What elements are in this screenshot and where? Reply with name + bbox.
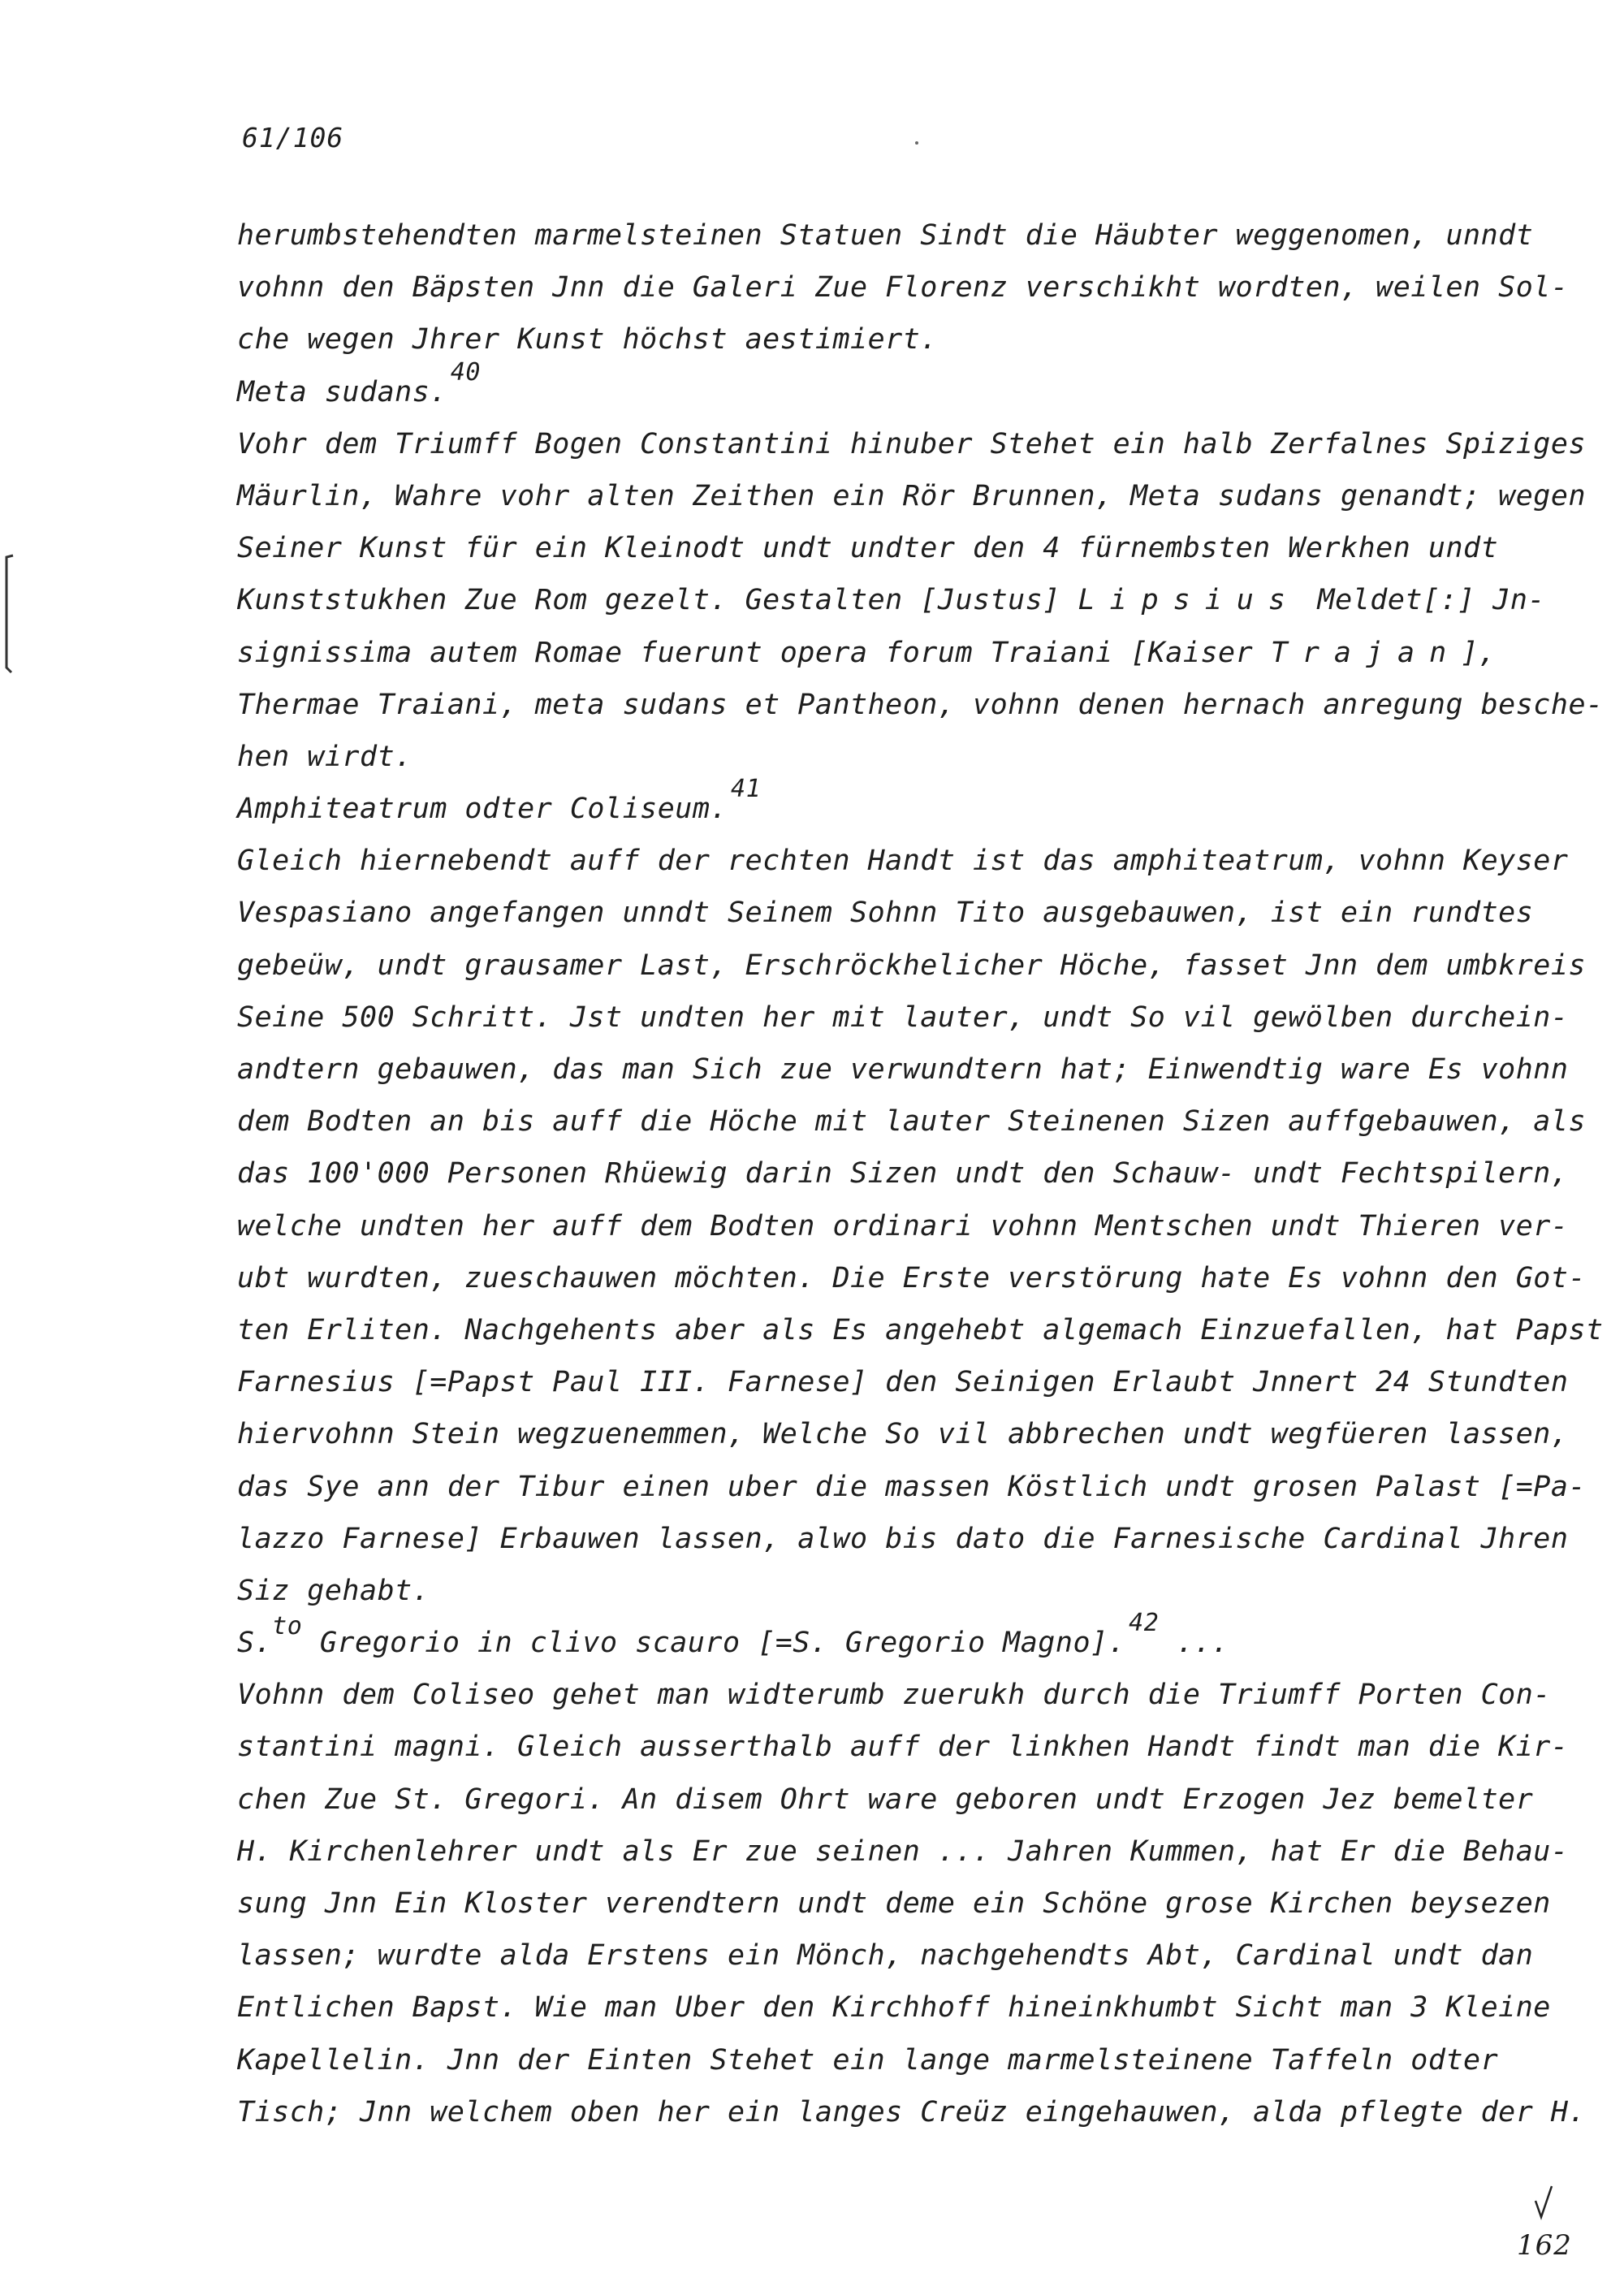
checkmark-icon [1533,2185,1554,2220]
text-line: H. Kirchenlehrer undt als Er zue seinen ... Jahren Kummen, hat Er die Behau- [237,1835,1569,1868]
text-line: che wegen Jhrer Kunst höchst aestimiert. [237,323,938,357]
section-heading-gregorio [237,1609,1601,1669]
text-line: gebeüw, undt grausamer Last, Erschröckhelicher Höche, fasset Jnn dem umbkreis [237,949,1587,982]
text-line: welche undten her auff dem Bodten ordinari vohnn Mentschen undt Thieren ver- [237,1209,1569,1243]
text-line: Tisch; Jnn welchem oben her ein langes Creüz eingehauwen, alda pflegte der H. [237,2095,1587,2129]
text-line: Vohr dem Triumff Bogen Constantini hinuber Stehet ein halb Zerfalnes Spiziges [237,427,1587,460]
footnote-ref: 42 [1129,1609,1160,1638]
text-line: andtern gebauwen, das man Sich zue verwundtern hat; Einwendtig ware Es vohnn [237,1053,1569,1086]
text-line [237,574,1601,626]
text-line: ten Erliten. Nachgehents aber als Es angehebt algemach Einzuefallen, hat Papst [237,1313,1604,1346]
heading-text: Meta sudans. [237,375,447,408]
heading-text: S. [237,1627,273,1660]
text-line: dem Bodten an bis auff die Höche mit lauter Steinenen Sizen auffgebauwen, als [237,1105,1587,1139]
transcription-text [237,210,1604,2138]
text-line: Mäurlin, Wahre vohr alten Zeithen ein Rör Brunnen, Meta sudans genandt; wegen [237,479,1587,512]
text-line: Seiner Kunst für ein Kleinodt undt undter den 4 fürnembsten Werkhen undt [237,532,1499,565]
text-line: Siz gehabt. [237,1574,430,1607]
text-line: Kapellelin. Jnn der Einten Stehet ein lange marmelsteinene Taffeln odter [237,2043,1499,2077]
spaced-name-lipsius: Lipsius [1078,584,1300,617]
text-line: sung Jnn Ein Kloster verendtern undt deme ein Schöne grose Kirchen beysezen [237,1887,1551,1920]
text-line: stantini magni. Gleich ausserthalb auff der linkhen Handt findt man die Kir- [237,1731,1569,1764]
text-line: Vohnn dem Coliseo gehet man widterumb zuerukh durch die Triumff Porten Con- [237,1679,1551,1712]
text-line: Vespasiano angefangen unndt Seinem Sohnn Tito ausgebauwen, ist ein rundtes [237,897,1534,930]
margin-bracket-mark [3,554,15,676]
footnote-ref: 41 [731,775,762,804]
text-line: lassen; wurdte alda Erstens ein Mönch, nachgehendts Abt, Cardinal undt dan [237,1939,1534,1973]
text-line: vohnn den Bäpsten Jnn die Galeri Zue Florenz verschikht wordten, weilen Sol- [237,271,1569,305]
heading-text: Gregorio in clivo scauro [=S. Gregorio Magno]. [302,1627,1126,1660]
text-line: ubt wurdten, zueschauwen möchten. Die Erste verstörung hate Es vohnn den Got- [237,1261,1587,1294]
section-heading-amphiteatrum [237,775,1601,835]
section-heading-meta-sudans [237,357,1601,418]
text-line: chen Zue St. Gregori. An disem Ohrt ware geboren undt Erzogen Jez bemelter [237,1783,1534,1816]
text-line: Entlichen Bapst. Wie man Uber den Kirchhoff hineinkhumbt Sicht man 3 Kleine [237,1991,1551,2025]
text-segment: Kunststukhen Zue Rom gezelt. Gestalten [Justus] [237,584,1078,617]
text-line: das Sye ann der Tibur einen uber die massen Köstlich undt grosen Palast [=Pa- [237,1470,1587,1503]
footnote-ref: 40 [450,357,481,387]
text-line [237,627,1601,679]
text-line: hiervohnn Stein wegzuenemmen, Welche So vil abbrechen undt wegfüeren lassen, [237,1418,1569,1451]
superscript: to [272,1612,303,1641]
spaced-name-trajan: Trajan [1270,636,1462,669]
text-line: Farnesius [=Papst Paul III. Farnese] den Seinigen Erlaubt Jnnert 24 Stundten [237,1366,1569,1399]
text-line: Gleich hiernebendt auff der rechten Handt ist das amphiteatrum, vohnn Keyser [237,845,1569,878]
text-line: Thermae Traiani, meta sudans et Pantheon, vohnn denen hernach anregung besche- [237,688,1604,721]
stray-mark [915,141,918,145]
text-segment: signissima autem Romae fuerunt opera forum Traiani [Kaiser [237,636,1271,669]
text-line: herumbstehendten marmelsteinen Statuen Sindt die Häubter weggenomen, unndt [237,219,1534,252]
page-number: 61/106 [242,122,344,153]
text-line: hen wirdt. [237,740,412,773]
heading-text: ... [1159,1627,1229,1660]
text-line: lazzo Farnese] Erbauwen lassen, alwo bis dato die Farnesische Cardinal Jhren [237,1522,1569,1555]
heading-text: Amphiteatrum odter Coliseum. [237,793,728,826]
text-segment: ], [1461,636,1497,669]
text-segment: Meldet[:] Jn- [1299,584,1545,617]
text-line: das 100'000 Personen Rhüewig darin Sizen undt den Schauw- undt Fechtspilern, [237,1157,1569,1191]
folio-number: 162 [1517,2229,1572,2262]
text-line: Seine 500 Schritt. Jst undten her mit lauter, undt So vil gewölben durchein- [237,1001,1569,1034]
